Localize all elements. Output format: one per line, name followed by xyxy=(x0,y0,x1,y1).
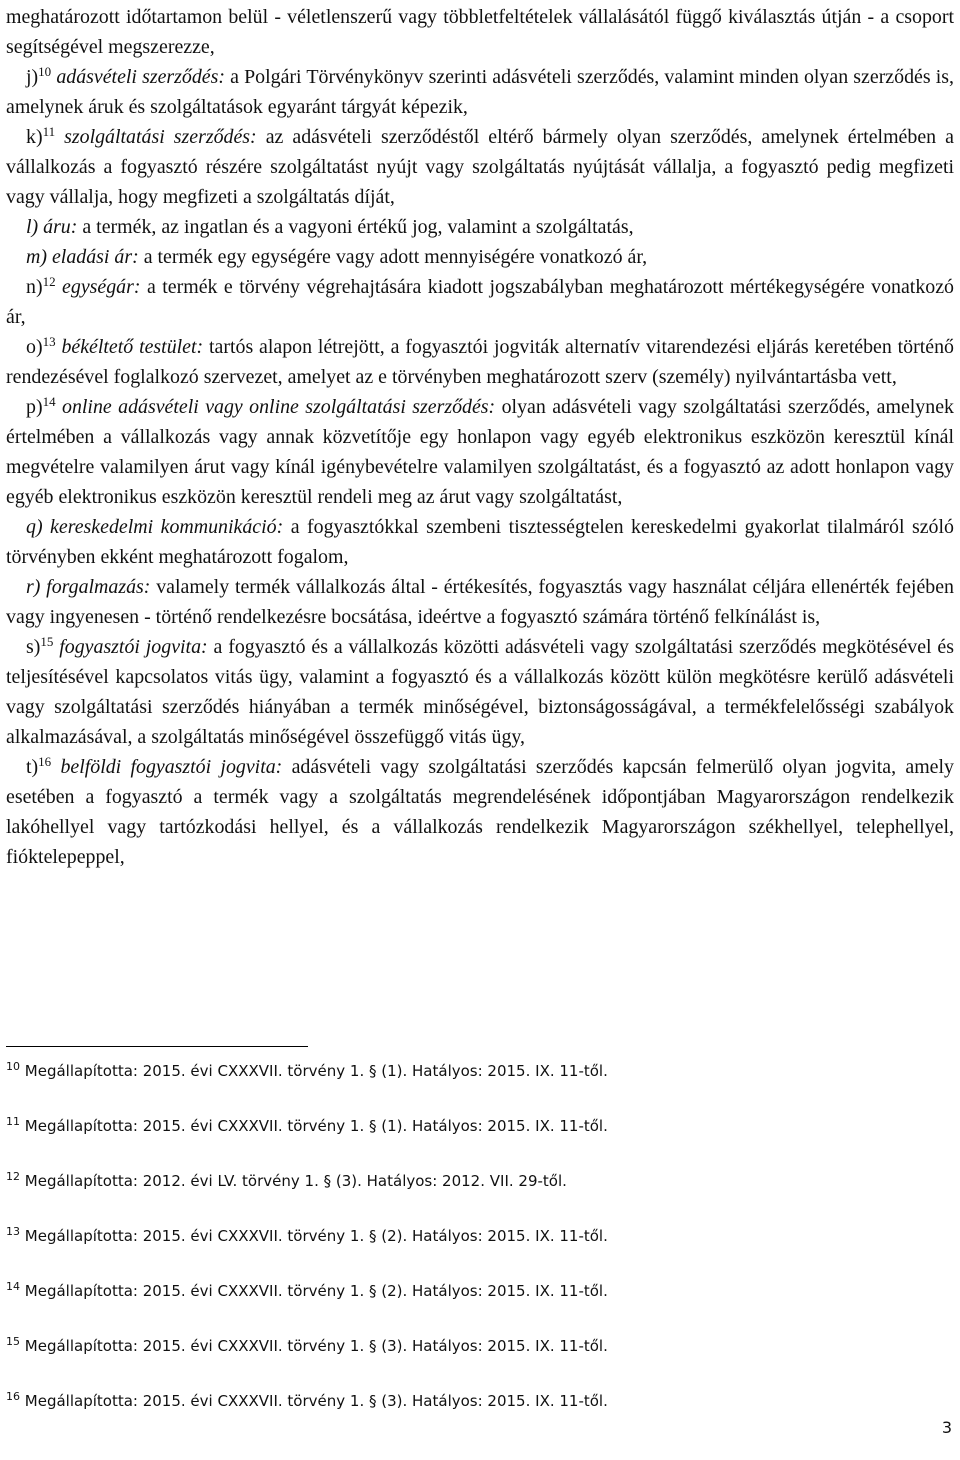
paragraph-text: a Polgári Törvénykönyv szerinti adásvételi szerződés, valamint minden olyan szerződés is, amelynek áruk és szolgáltatások egyaránt tárgyát képezik, xyxy=(6,66,954,118)
paragraph-text: a termék egy egységére vagy adott mennyiségére vonatkozó ár, xyxy=(143,246,648,268)
footnote-number: 14 xyxy=(6,1280,20,1293)
item-letter: s) xyxy=(26,636,41,658)
footnote-number: 16 xyxy=(6,1390,20,1403)
definition-paragraph xyxy=(6,632,954,752)
paragraph-text: a fogyasztókkal szembeni tisztességtelen kereskedelmi gyakorlat tilalmáról szóló törvényben ekként meghatározott fogalom, xyxy=(6,516,954,568)
paragraph-text: a fogyasztó és a vállalkozás közötti adásvételi vagy szolgáltatási szerződés megkötésével és teljesítésével kapcsolatos vitás ügy, valamint a fogyasztó és a vállalkozás között külön megkötésre kerülő adásvételi vagy szolgáltatási szerződés hiányában a termék minőségével, biztonságosságával, a termékfelelősségi szabályok alkalmazásával, a szolgáltatás minőségével összefüggő vitás ügy, xyxy=(6,636,955,748)
paragraph-text: az adásvételi szerződéstől eltérő bármely olyan szerződés, amelynek értelmében a vállalkozás a fogyasztó részére szolgáltatást nyújt vagy szolgáltatás nyújtását vállalja, a fogyasztó pedig megfizeti vagy vállalja, hogy megfizeti a szolgáltatás díját, xyxy=(6,126,954,208)
definition-paragraph xyxy=(6,122,954,212)
paragraph-text: a termék e törvény végrehajtására kiadott jogszabályban meghatározott mértékegységére vonatkozó ár, xyxy=(6,276,954,328)
footnote-ref: 12 xyxy=(42,274,56,289)
footnote xyxy=(6,1335,906,1390)
definition-paragraph xyxy=(6,212,954,242)
footnote-number: 13 xyxy=(6,1225,20,1238)
footnote-text: Megállapította: 2015. évi CXXXVII. törvény 1. § (3). Hatályos: 2015. IX. 11-től. xyxy=(24,1337,608,1355)
footnote xyxy=(6,1225,906,1280)
definition-paragraph xyxy=(6,572,954,632)
paragraph-text: olyan adásvételi vagy szolgáltatási szerződés, amelynek értelmében a vállalkozás vagy annak közvetítője egy honlapon vagy egyéb elektronikus eszközön keresztül kínál megvételre valamilyen árut vagy kínál igénybevételre valamilyen szolgáltatást, és a fogyasztó az adott honlapon vagy egyéb elektronikus eszközön keresztül rendeli meg az árut vagy szolgáltatást, xyxy=(6,396,954,508)
item-letter: j) xyxy=(26,66,39,88)
item-letter: o) xyxy=(26,336,43,358)
definition-paragraph xyxy=(6,242,954,272)
defined-term: belföldi fogyasztói jogvita: xyxy=(60,756,283,778)
item-letter: k) xyxy=(26,126,43,148)
footnote xyxy=(6,1390,906,1445)
defined-term: egységár: xyxy=(62,276,141,298)
footnote-number: 11 xyxy=(6,1115,20,1128)
defined-term: q) kereskedelmi kommunikáció: xyxy=(26,516,284,538)
footnote-number: 10 xyxy=(6,1060,20,1073)
footnote xyxy=(6,1060,906,1115)
paragraph-text: a termék, az ingatlan és a vagyoni értékű jog, valamint a szolgáltatás, xyxy=(82,216,634,238)
definition-paragraph xyxy=(6,272,954,332)
defined-term: online adásvételi vagy online szolgáltatási szerződés: xyxy=(62,396,496,418)
footnotes xyxy=(6,1060,906,1445)
paragraph-text: meghatározott időtartamon belül - véletlenszerű vagy többletfeltételek vállalásától függő kiválasztás útján - a csoport segítségével megszerezze, xyxy=(6,6,954,58)
footnote-text: Megállapította: 2015. évi CXXXVII. törvény 1. § (1). Hatályos: 2015. IX. 11-től. xyxy=(24,1117,608,1135)
footnote xyxy=(6,1115,906,1170)
footnote-number: 15 xyxy=(6,1335,20,1348)
footnote xyxy=(6,1280,906,1335)
defined-term: szolgáltatási szerződés: xyxy=(64,126,257,148)
footnote-ref: 14 xyxy=(42,394,56,409)
footnote-ref: 13 xyxy=(42,334,56,349)
footnote-separator xyxy=(6,1046,308,1047)
footnote-ref: 15 xyxy=(40,634,54,649)
footnote-ref: 10 xyxy=(38,64,52,79)
footnote-text: Megállapította: 2015. évi CXXXVII. törvény 1. § (1). Hatályos: 2015. IX. 11-től. xyxy=(24,1062,608,1080)
definition-paragraph xyxy=(6,392,954,512)
paragraph-text: valamely termék vállalkozás által - értékesítés, fogyasztás vagy használat céljára ellenérték fejében vagy ingyenesen - történő rendelkezésre bocsátása, ideértve a fogyasztó számára történő felkínálást is, xyxy=(6,576,954,628)
paragraph-text: adásvételi vagy szolgáltatási szerződés kapcsán felmerülő olyan jogvita, amely esetében a fogyasztó a termék vagy a szolgáltatás megrendelésének időpontjában Magyarországon rendelkezik lakóhellyel vagy tartózkodási hellyel, és a vállalkozás rendelkezik Magyarországon székhellyel, telephellyel, fióktelepeppel, xyxy=(6,756,954,868)
defined-term: l) áru: xyxy=(26,216,78,238)
definition-paragraph xyxy=(6,2,954,62)
defined-term: adásvételi szerződés: xyxy=(56,66,225,88)
defined-term: m) eladási ár: xyxy=(26,246,139,268)
definition-paragraph xyxy=(6,332,954,392)
defined-term: r) forgalmazás: xyxy=(26,576,151,598)
definition-paragraph xyxy=(6,62,954,122)
footnote-number: 12 xyxy=(6,1170,20,1183)
definition-paragraph xyxy=(6,752,954,872)
footnote-ref: 16 xyxy=(38,754,52,769)
item-letter: p) xyxy=(26,396,43,418)
footnote xyxy=(6,1170,906,1225)
page-number: 3 xyxy=(941,1418,952,1437)
footnote-ref: 11 xyxy=(42,124,56,139)
footnote-text: Megállapította: 2015. évi CXXXVII. törvény 1. § (2). Hatályos: 2015. IX. 11-től. xyxy=(24,1227,608,1245)
footnote-text: Megállapította: 2015. évi CXXXVII. törvény 1. § (3). Hatályos: 2015. IX. 11-től. xyxy=(24,1392,608,1410)
footnote-text: Megállapította: 2012. évi LV. törvény 1. § (3). Hatályos: 2012. VII. 29-től. xyxy=(24,1172,567,1190)
definition-paragraph xyxy=(6,512,954,572)
document-body xyxy=(6,2,954,872)
item-letter: n) xyxy=(26,276,43,298)
defined-term: fogyasztói jogvita: xyxy=(59,636,208,658)
defined-term: békéltető testület: xyxy=(61,336,204,358)
footnote-text: Megállapította: 2015. évi CXXXVII. törvény 1. § (2). Hatályos: 2015. IX. 11-től. xyxy=(24,1282,608,1300)
item-letter: t) xyxy=(26,756,39,778)
paragraph-text: tartós alapon létrejött, a fogyasztói jogviták alternatív vitarendezési eljárás keretében történő rendezésével foglalkozó szervezet, amelyet az e törvényben meghatározott szerv (személy) nyilvántartásba vett, xyxy=(6,336,954,388)
